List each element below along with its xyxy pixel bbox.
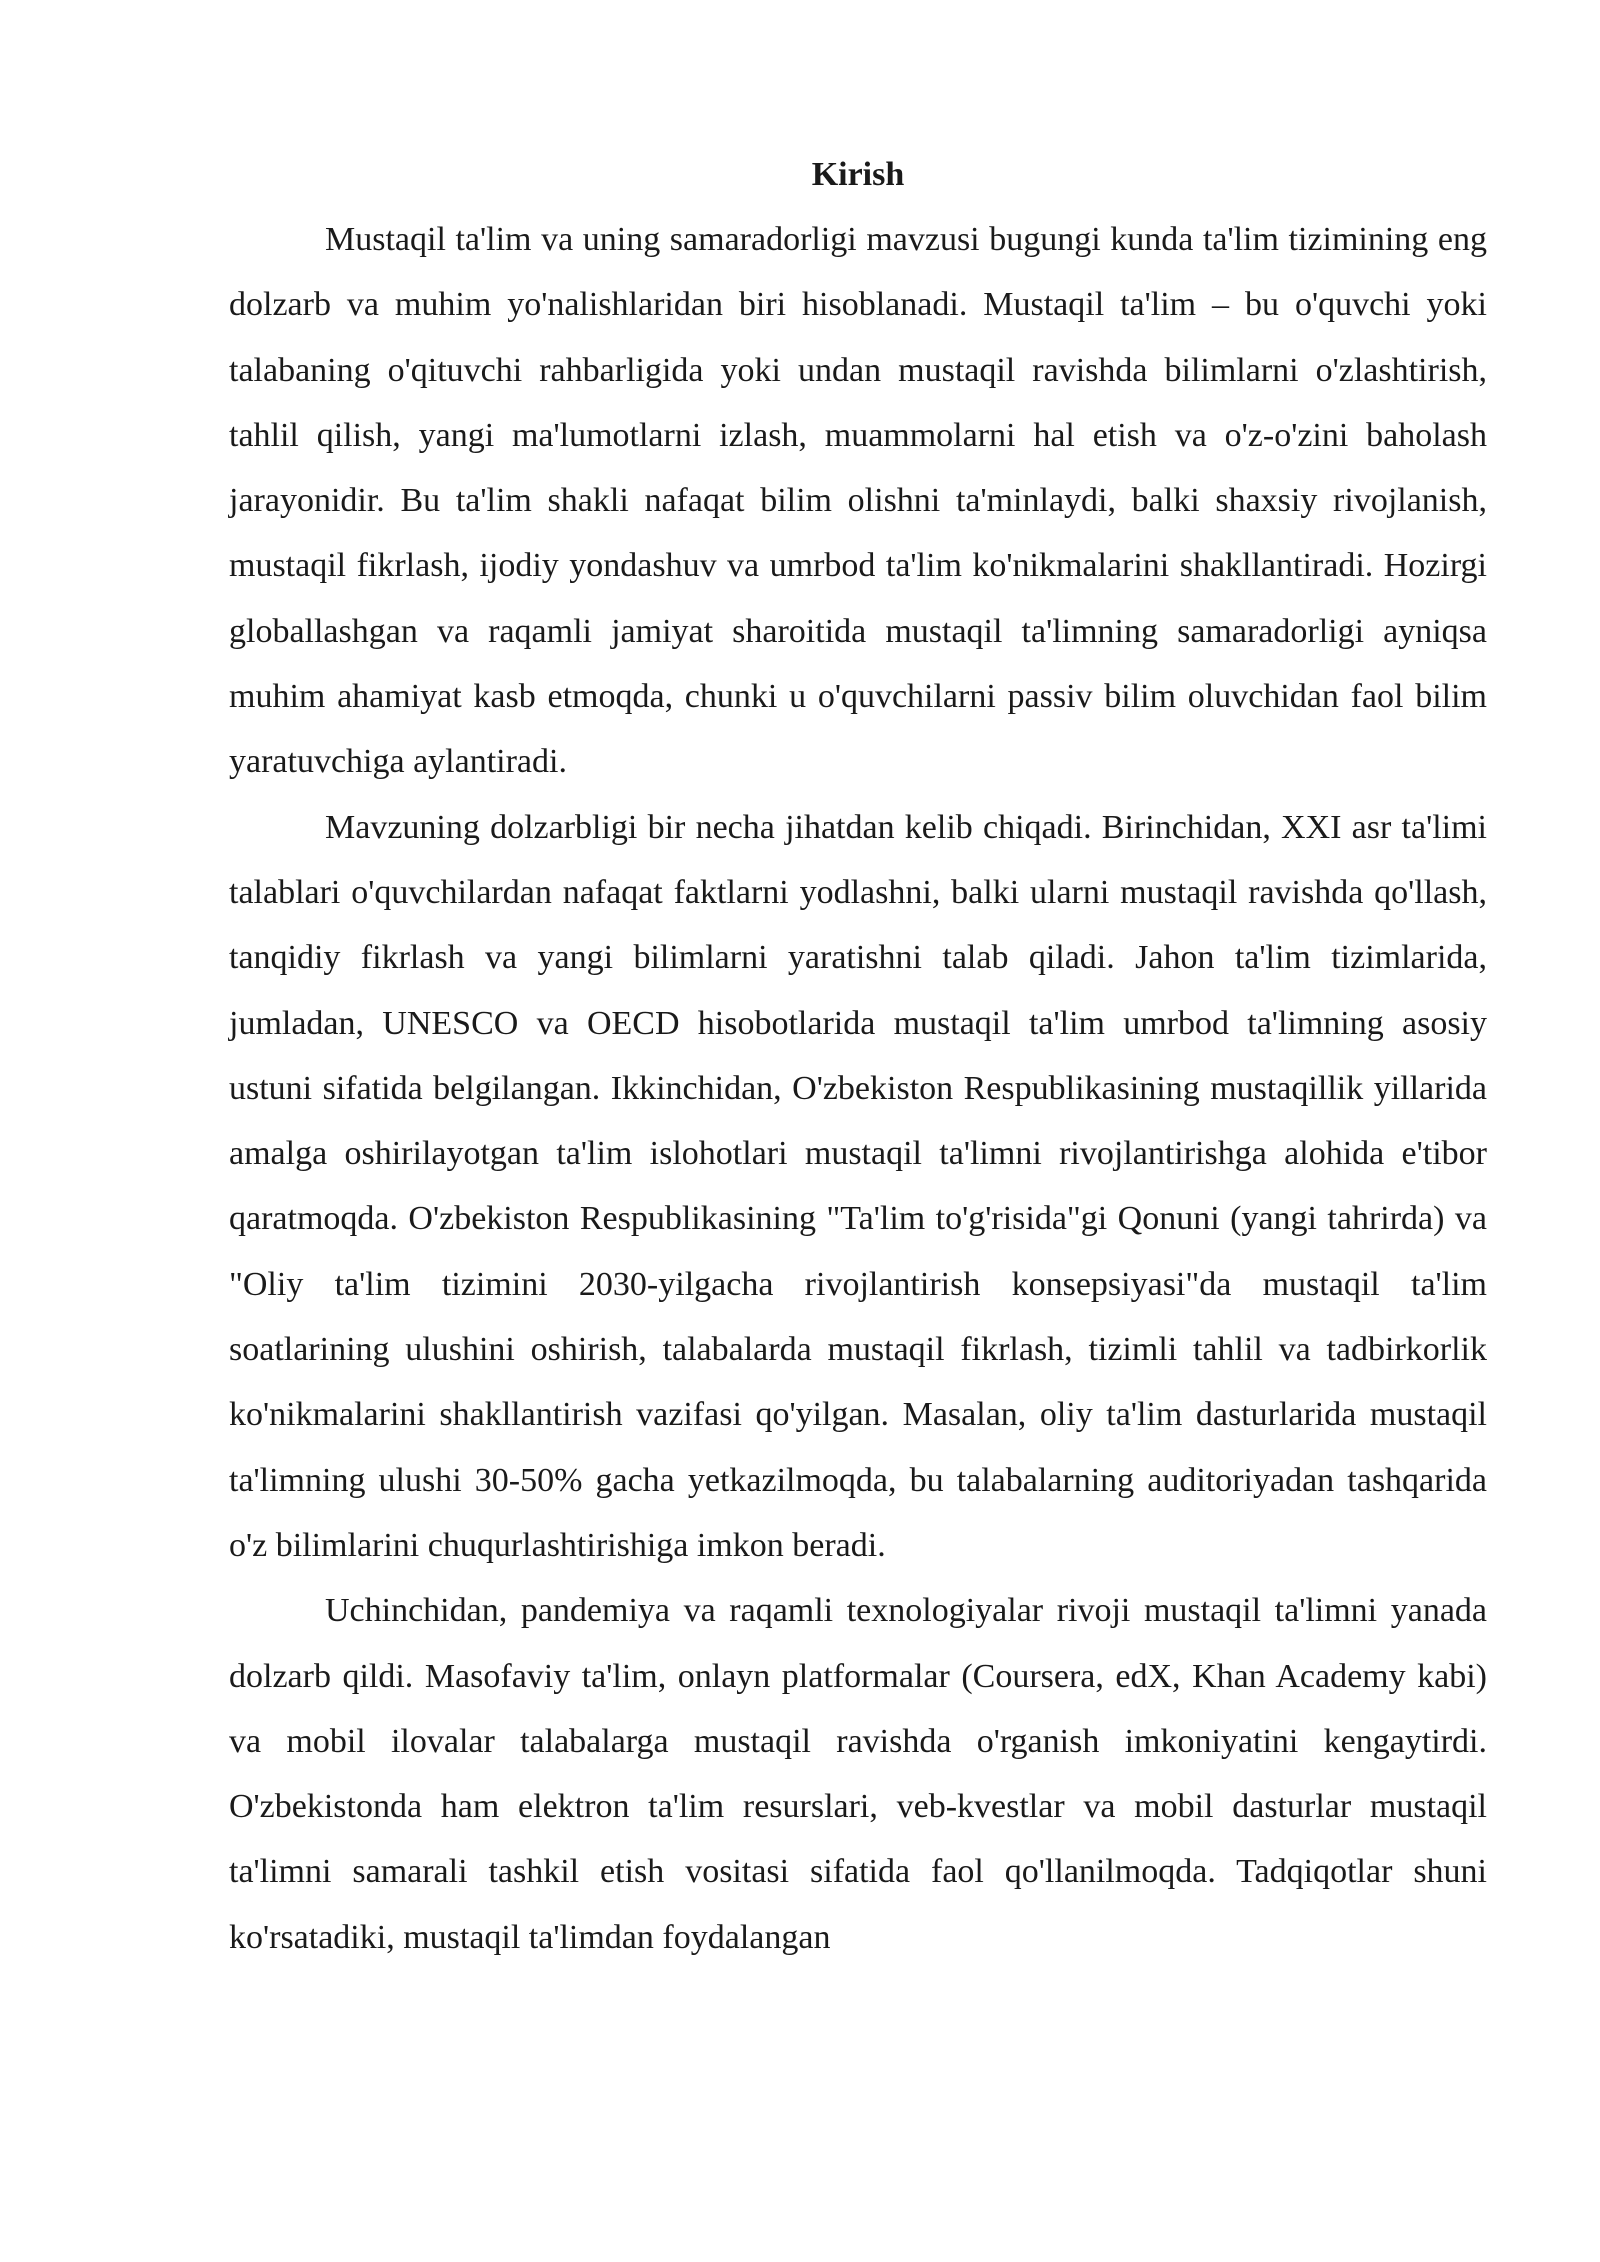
paragraph-third-point: Uchinchidan, pandemiya va raqamli texnologiyalar rivoji mustaqil ta'limni yanada dolzarb qildi. Masofaviy ta'lim, onlayn platformalar (Coursera, edX, Khan Academy kabi) va mobil ilovalar talabalarga mustaqil ravishda o'rganish imkoniyatini kengaytirdi. O'zbekistonda ham elektron ta'lim resurslari, veb-kvestlar va mobil dasturlar mustaqil ta'limni samarali tashkil etish vositasi sifatida faol qo'llanilmoqda. Tadqiqotlar shuni ko'rsatadiki, mustaqil ta'limdan foydalangan <box>229 1592 1487 1956</box>
paragraph-intro: Mustaqil ta'lim va uning samaradorligi mavzusi bugungi kunda ta'lim tizimining eng dolzarb va muhim yo'nalishlaridan biri hisoblanadi. Mustaqil ta'lim – bu o'quvchi yoki talabaning o'qituvchi rahbarligida yoki undan mustaqil ravishda bilimlarni o'zlashtirish, tahlil qilish, yangi ma'lumotlarni izlash, muammolarni hal etish va o'z-o'zini baholash jarayonidir. Bu ta'lim shakli nafaqat bilim olishni ta'minlaydi, balki shaxsiy rivojlanish, mustaqil fikrlash, ijodiy yondashuv va umrbod ta'lim ko'nikmalarini shakllantiradi. Hozirgi globallashgan va raqamli jamiyat sharoitida mustaqil ta'limning samaradorligi ayniqsa muhim ahamiyat kasb etmoqda, chunki u o'quvchilarni passiv bilim oluvchidan faol bilim yaratuvchiga aylantiradi. <box>229 221 1487 781</box>
paragraph-relevance: Mavzuning dolzarbligi bir necha jihatdan kelib chiqadi. Birinchidan, XXI asr ta'limi talablari o'quvchilardan nafaqat faktlarni yodlashni, balki ularni mustaqil ravishda qo'llash, tanqidiy fikrlash va yangi bilimlarni yaratishni talab qiladi. Jahon ta'lim tizimlarida, jumladan, UNESCO va OECD hisobotlarida mustaqil ta'lim umrbod ta'limning asosiy ustuni sifatida belgilangan. Ikkinchidan, O'zbekiston Respublikasining mustaqillik yillarida amalga oshirilayotgan ta'lim islohotlari mustaqil ta'limni rivojlantirishga alohida e'tibor qaratmoqda. O'zbekiston Respublikasining "Ta'lim to'g'risida"gi Qonuni (yangi tahrirda) va "Oliy ta'lim tizimini 2030-yilgacha rivojlantirish konsepsiyasi"da mustaqil ta'lim soatlarining ulushini oshirish, talabalarda mustaqil fikrlash, tizimli tahlil va tadbirkorlik ko'nikmalarini shakllantirish vazifasi qo'yilgan. Masalan, oliy ta'lim dasturlarida mustaqil ta'limning ulushi 30-50% gacha yetkazilmoqda, bu talabalarning auditoriyadan tashqarida o'z bilimlarini chuqurlashtirishiga imkon beradi. <box>229 808 1487 1564</box>
page-content <box>229 142 1487 1970</box>
page-title: Kirish <box>811 156 905 193</box>
